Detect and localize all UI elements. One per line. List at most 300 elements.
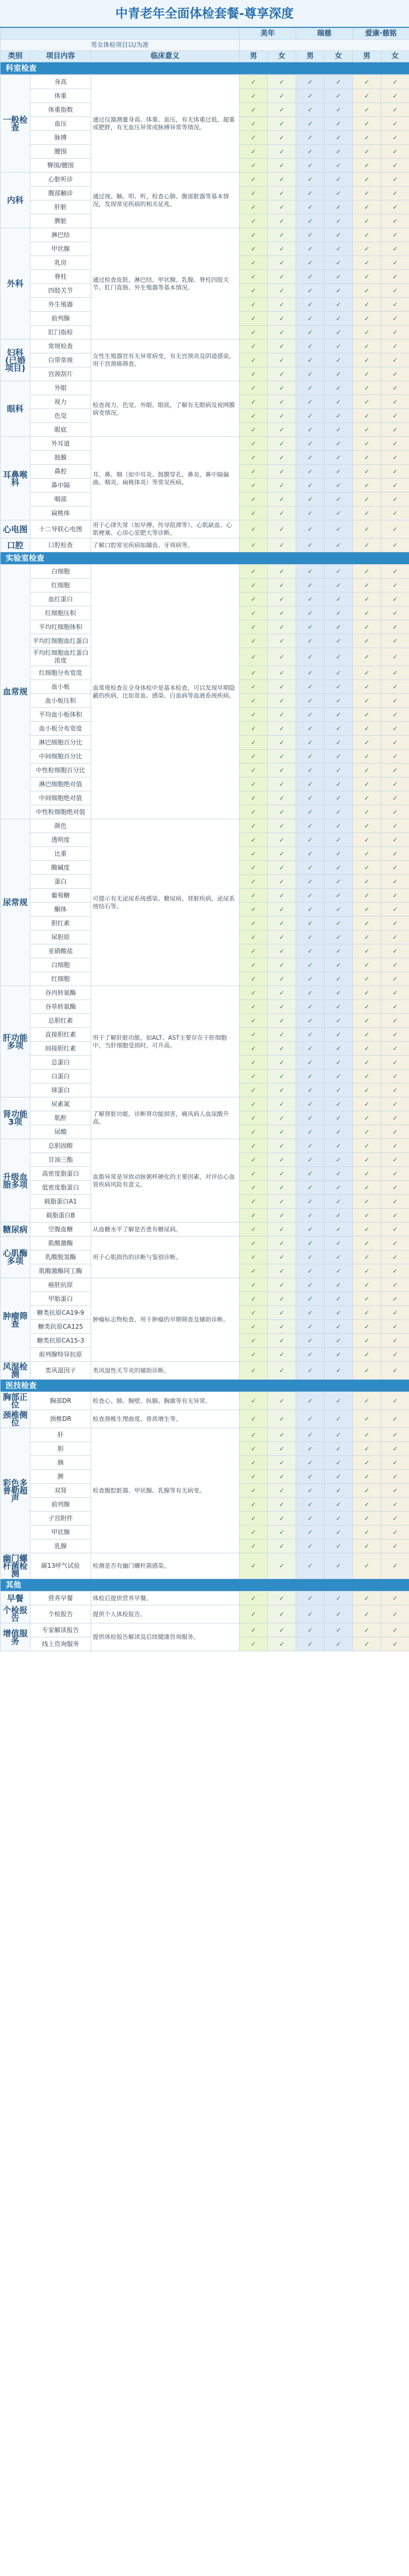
check-cell: ✓ — [240, 242, 268, 256]
check-cell: ✓ — [353, 506, 381, 520]
check-cell: ✓ — [325, 1223, 353, 1236]
check-cell: ✓ — [353, 708, 381, 722]
check-cell: ✓ — [325, 145, 353, 159]
check-cell: ✓ — [268, 889, 296, 903]
check-cell: ✓ — [296, 972, 325, 986]
check-cell: ✓ — [381, 777, 409, 791]
check-cell: ✓ — [240, 312, 268, 326]
item-cell: 个检报告 — [30, 1605, 91, 1623]
check-cell: ✓ — [353, 353, 381, 367]
check-cell: ✓ — [268, 1250, 296, 1264]
check-cell: ✓ — [296, 889, 325, 903]
check-cell: ✓ — [353, 805, 381, 819]
item-cell: 鼓膜 — [30, 451, 91, 465]
item-cell: 淋巴结 — [30, 228, 91, 242]
item-cell: 乳房 — [30, 256, 91, 270]
category-cell: 个检报告 — [1, 1605, 30, 1623]
check-cell: ✓ — [325, 680, 353, 694]
check-cell: ✓ — [381, 791, 409, 805]
table-row — [1, 565, 409, 579]
item-cell: 十二导联心电图 — [30, 520, 91, 538]
check-cell: ✓ — [268, 1392, 296, 1410]
check-cell: ✓ — [381, 451, 409, 465]
check-cell: ✓ — [353, 75, 381, 89]
check-cell: ✓ — [353, 173, 381, 187]
meaning-cell: 了解口腔常见疾病如龋齿、牙周病等。 — [91, 538, 240, 552]
check-cell: ✓ — [325, 1306, 353, 1320]
check-cell: ✓ — [296, 1526, 325, 1539]
check-cell: ✓ — [325, 1498, 353, 1512]
check-cell: ✓ — [268, 1236, 296, 1250]
check-cell: ✓ — [240, 764, 268, 777]
check-cell: ✓ — [353, 284, 381, 298]
check-cell: ✓ — [240, 1334, 268, 1348]
check-cell: ✓ — [268, 805, 296, 819]
check-cell: ✓ — [353, 1181, 381, 1195]
check-cell: ✓ — [325, 256, 353, 270]
meaning-cell: 检查心、肺、胸壁、纵膈、胸廓等有无异常。 — [91, 1392, 240, 1410]
item-cell: 腰围 — [30, 145, 91, 159]
item-cell: 外生殖器 — [30, 298, 91, 312]
check-cell: ✓ — [325, 326, 353, 340]
check-cell: ✓ — [296, 986, 325, 1000]
check-cell: ✓ — [353, 1167, 381, 1181]
check-cell: ✓ — [325, 1605, 353, 1623]
meaning-cell: 检测是否有幽门螺杆菌感染。 — [91, 1553, 240, 1579]
check-cell: ✓ — [353, 1526, 381, 1539]
check-cell: ✓ — [381, 1042, 409, 1056]
check-cell: ✓ — [353, 1623, 381, 1637]
category-cell: 糖尿病 — [1, 1223, 30, 1236]
check-cell: ✓ — [240, 1278, 268, 1292]
table-row — [1, 75, 409, 89]
check-cell: ✓ — [296, 1362, 325, 1380]
check-cell: ✓ — [296, 367, 325, 381]
check-cell: ✓ — [325, 381, 353, 395]
check-cell: ✓ — [381, 1264, 409, 1278]
check-cell: ✓ — [240, 270, 268, 284]
item-cell: 脊柱 — [30, 270, 91, 284]
check-cell: ✓ — [296, 1125, 325, 1139]
check-cell: ✓ — [240, 579, 268, 592]
item-cell: 中间细胞绝对值 — [30, 791, 91, 805]
meaning-cell: 肿瘤标志物检查，用于肿瘤的早期筛查及辅助诊断。 — [91, 1278, 240, 1362]
check-cell: ✓ — [325, 214, 353, 228]
check-cell: ✓ — [240, 228, 268, 242]
check-cell: ✓ — [240, 1498, 268, 1512]
check-cell: ✓ — [381, 1153, 409, 1167]
table-row — [1, 1623, 409, 1637]
check-cell: ✓ — [325, 103, 353, 117]
check-cell: ✓ — [381, 1000, 409, 1014]
check-cell: ✓ — [240, 1392, 268, 1410]
item-cell: 体重 — [30, 89, 91, 103]
item-cell: 肌酸激酶同工酶 — [30, 1264, 91, 1278]
group-meinian: 美年 — [240, 28, 296, 40]
check-cell: ✓ — [325, 465, 353, 479]
check-cell: ✓ — [240, 1623, 268, 1637]
check-cell: ✓ — [296, 1139, 325, 1153]
check-cell: ✓ — [240, 833, 268, 847]
check-cell: ✓ — [353, 833, 381, 847]
check-cell: ✓ — [296, 861, 325, 875]
check-cell: ✓ — [353, 1591, 381, 1605]
check-cell: ✓ — [268, 1498, 296, 1512]
check-cell: ✓ — [268, 493, 296, 506]
item-cell: 前列腺特异抗原 — [30, 1348, 91, 1362]
check-cell: ✓ — [381, 423, 409, 437]
check-cell: ✓ — [268, 666, 296, 680]
check-cell: ✓ — [381, 1392, 409, 1410]
check-cell: ✓ — [325, 1428, 353, 1442]
col-category: 类别 — [1, 51, 30, 62]
check-cell: ✓ — [240, 103, 268, 117]
check-cell: ✓ — [240, 479, 268, 493]
check-cell: ✓ — [268, 986, 296, 1000]
check-cell: ✓ — [381, 805, 409, 819]
item-cell: 血压 — [30, 117, 91, 131]
check-cell: ✓ — [325, 889, 353, 903]
check-cell: ✓ — [381, 722, 409, 736]
check-cell: ✓ — [353, 145, 381, 159]
item-cell: 扁桃体 — [30, 506, 91, 520]
item-cell: 脾脏 — [30, 214, 91, 228]
check-cell: ✓ — [325, 353, 353, 367]
check-cell: ✓ — [353, 1264, 381, 1278]
check-cell: ✓ — [381, 1125, 409, 1139]
check-cell: ✓ — [325, 1539, 353, 1553]
check-cell: ✓ — [381, 666, 409, 680]
check-cell: ✓ — [353, 1042, 381, 1056]
check-cell: ✓ — [240, 1264, 268, 1278]
check-cell: ✓ — [325, 791, 353, 805]
check-cell: ✓ — [240, 1348, 268, 1362]
check-cell: ✓ — [381, 298, 409, 312]
check-cell: ✓ — [268, 847, 296, 861]
item-cell: 心脏听诊 — [30, 173, 91, 187]
page-title: 中青老年全面体检套餐-尊享深度 — [0, 0, 409, 28]
item-cell: 淋巴细胞百分比 — [30, 736, 91, 750]
check-cell: ✓ — [268, 903, 296, 917]
meaning-cell: 通过检查皮肤、淋巴结、甲状腺、乳腺、脊柱四肢关节、肛门直肠、外生殖器等基本情况。 — [91, 228, 240, 340]
check-cell: ✓ — [381, 1637, 409, 1651]
check-cell: ✓ — [353, 1153, 381, 1167]
check-cell: ✓ — [296, 736, 325, 750]
item-cell: 血红蛋白 — [30, 592, 91, 606]
check-cell: ✓ — [268, 972, 296, 986]
item-cell: 比重 — [30, 847, 91, 861]
check-cell: ✓ — [268, 708, 296, 722]
item-cell: 肌酸激酶 — [30, 1236, 91, 1250]
check-cell: ✓ — [381, 694, 409, 708]
check-cell: ✓ — [325, 493, 353, 506]
check-cell: ✓ — [353, 764, 381, 777]
col-male: 男 — [240, 51, 268, 62]
check-cell: ✓ — [240, 736, 268, 750]
check-cell: ✓ — [381, 680, 409, 694]
check-cell: ✓ — [240, 1236, 268, 1250]
table-row — [1, 228, 409, 242]
check-cell: ✓ — [268, 1209, 296, 1223]
item-cell: 酮体 — [30, 903, 91, 917]
check-cell: ✓ — [240, 145, 268, 159]
item-cell: 类风湿因子 — [30, 1362, 91, 1380]
col-meaning: 临床意义 — [91, 51, 240, 62]
check-cell: ✓ — [240, 340, 268, 353]
check-cell: ✓ — [296, 214, 325, 228]
check-cell: ✓ — [268, 340, 296, 353]
check-cell: ✓ — [381, 1083, 409, 1097]
check-cell: ✓ — [268, 606, 296, 620]
check-cell: ✓ — [325, 1591, 353, 1605]
check-cell: ✓ — [325, 805, 353, 819]
check-cell: ✓ — [353, 861, 381, 875]
check-cell: ✓ — [268, 1167, 296, 1181]
check-cell: ✓ — [353, 298, 381, 312]
check-cell: ✓ — [240, 520, 268, 538]
check-cell: ✓ — [240, 680, 268, 694]
check-cell: ✓ — [381, 340, 409, 353]
check-cell: ✓ — [240, 1362, 268, 1380]
item-cell: 载脂蛋白B — [30, 1209, 91, 1223]
check-cell: ✓ — [353, 1028, 381, 1042]
item-cell: 癌胚抗原 — [30, 1278, 91, 1292]
check-cell: ✓ — [296, 479, 325, 493]
table-row — [1, 1236, 409, 1250]
category-cell: 耳鼻喉科 — [1, 437, 30, 520]
check-cell: ✓ — [240, 565, 268, 579]
meaning-cell: 女性生殖器官有无异常病变，有无宫颈炎及阴道感染，用于宫颈癌筛查。 — [91, 340, 240, 381]
check-cell: ✓ — [296, 708, 325, 722]
check-cell: ✓ — [268, 395, 296, 409]
section-tech: 医技检查 — [1, 1380, 409, 1392]
check-cell: ✓ — [353, 592, 381, 606]
check-cell: ✓ — [296, 1484, 325, 1498]
check-cell: ✓ — [296, 103, 325, 117]
check-cell: ✓ — [353, 1498, 381, 1512]
check-cell: ✓ — [353, 680, 381, 694]
check-cell: ✓ — [381, 1526, 409, 1539]
check-cell: ✓ — [240, 1070, 268, 1083]
meaning-cell: 从血糖水平了解是否患有糖尿病。 — [91, 1223, 240, 1236]
check-cell: ✓ — [325, 1014, 353, 1028]
check-cell: ✓ — [325, 1348, 353, 1362]
check-cell: ✓ — [268, 131, 296, 145]
check-cell: ✓ — [353, 1470, 381, 1484]
check-cell: ✓ — [325, 1000, 353, 1014]
check-cell: ✓ — [240, 298, 268, 312]
check-cell: ✓ — [268, 200, 296, 214]
item-cell: 乳腺 — [30, 1539, 91, 1553]
check-cell: ✓ — [240, 89, 268, 103]
check-cell: ✓ — [268, 1125, 296, 1139]
table-row — [1, 340, 409, 353]
check-cell: ✓ — [240, 1306, 268, 1320]
check-cell: ✓ — [296, 750, 325, 764]
check-cell: ✓ — [240, 930, 268, 944]
check-cell: ✓ — [268, 1306, 296, 1320]
item-cell: 臀围/腰围 — [30, 159, 91, 173]
check-cell: ✓ — [296, 875, 325, 889]
check-cell: ✓ — [381, 493, 409, 506]
check-cell: ✓ — [296, 1153, 325, 1167]
body-table — [0, 75, 409, 1651]
check-cell: ✓ — [240, 1456, 268, 1470]
check-cell: ✓ — [353, 1195, 381, 1209]
check-cell: ✓ — [240, 1028, 268, 1042]
check-cell: ✓ — [296, 764, 325, 777]
check-cell: ✓ — [381, 381, 409, 395]
item-cell: 外耳道 — [30, 437, 91, 451]
check-cell: ✓ — [296, 1410, 325, 1428]
check-cell: ✓ — [268, 648, 296, 666]
check-cell: ✓ — [240, 214, 268, 228]
check-cell: ✓ — [325, 200, 353, 214]
check-cell: ✓ — [381, 986, 409, 1000]
check-cell: ✓ — [381, 1097, 409, 1111]
check-cell: ✓ — [296, 606, 325, 620]
check-cell: ✓ — [353, 159, 381, 173]
check-cell: ✓ — [353, 1223, 381, 1236]
check-cell: ✓ — [296, 930, 325, 944]
check-cell: ✓ — [353, 1250, 381, 1264]
check-cell: ✓ — [325, 451, 353, 465]
item-cell: 鼻中隔 — [30, 479, 91, 493]
group-aikang: 爱康·慈铭 — [353, 28, 409, 40]
check-cell: ✓ — [381, 1428, 409, 1442]
meaning-cell: 通过视、触、叩、听，检查心肺、腹部脏器等基本情况，发现常见疾病的相关征兆。 — [91, 173, 240, 228]
category-cell: 风湿检测 — [1, 1362, 30, 1380]
check-cell: ✓ — [296, 1209, 325, 1223]
item-cell: 子宫附件 — [30, 1512, 91, 1526]
check-cell: ✓ — [381, 648, 409, 666]
check-cell: ✓ — [268, 1553, 296, 1579]
check-cell: ✓ — [325, 708, 353, 722]
item-cell: 线上咨询服务 — [30, 1637, 91, 1651]
check-cell: ✓ — [325, 819, 353, 833]
check-cell: ✓ — [381, 819, 409, 833]
check-cell: ✓ — [240, 1083, 268, 1097]
check-cell: ✓ — [353, 1236, 381, 1250]
check-cell: ✓ — [381, 538, 409, 552]
check-cell: ✓ — [268, 1278, 296, 1292]
check-cell: ✓ — [296, 353, 325, 367]
check-cell: ✓ — [353, 986, 381, 1000]
check-cell: ✓ — [240, 200, 268, 214]
check-cell: ✓ — [296, 648, 325, 666]
check-cell: ✓ — [268, 565, 296, 579]
check-cell: ✓ — [240, 875, 268, 889]
check-cell: ✓ — [325, 1111, 353, 1125]
item-cell: 总胆红素 — [30, 1014, 91, 1028]
item-cell: 高密度脂蛋白 — [30, 1167, 91, 1181]
check-cell: ✓ — [381, 903, 409, 917]
item-cell: 平均红细胞血红蛋白浓度 — [30, 648, 91, 666]
check-cell: ✓ — [268, 736, 296, 750]
check-cell: ✓ — [240, 173, 268, 187]
check-cell: ✓ — [240, 1470, 268, 1484]
check-cell: ✓ — [240, 75, 268, 89]
check-cell: ✓ — [296, 326, 325, 340]
check-cell: ✓ — [240, 423, 268, 437]
check-cell: ✓ — [381, 326, 409, 340]
check-cell: ✓ — [381, 1442, 409, 1456]
check-cell: ✓ — [296, 465, 325, 479]
check-cell: ✓ — [268, 353, 296, 367]
check-cell: ✓ — [296, 805, 325, 819]
item-cell: 糖类抗原CA19-9 — [30, 1306, 91, 1320]
item-cell: 蛋白 — [30, 875, 91, 889]
check-cell: ✓ — [296, 1250, 325, 1264]
check-cell: ✓ — [240, 465, 268, 479]
check-cell: ✓ — [353, 620, 381, 634]
item-cell: 营养早餐 — [30, 1591, 91, 1605]
item-cell: 酸碱度 — [30, 861, 91, 875]
check-cell: ✓ — [353, 917, 381, 930]
check-cell: ✓ — [296, 1320, 325, 1334]
check-cell: ✓ — [240, 777, 268, 791]
check-cell: ✓ — [381, 634, 409, 648]
check-cell: ✓ — [296, 1470, 325, 1484]
check-cell: ✓ — [353, 214, 381, 228]
check-cell: ✓ — [325, 1097, 353, 1111]
check-cell: ✓ — [353, 1484, 381, 1498]
check-cell: ✓ — [296, 75, 325, 89]
check-cell: ✓ — [381, 736, 409, 750]
check-cell: ✓ — [381, 1484, 409, 1498]
check-cell: ✓ — [268, 1348, 296, 1362]
category-cell: 内科 — [1, 173, 30, 228]
check-cell: ✓ — [381, 1028, 409, 1042]
check-cell: ✓ — [296, 1042, 325, 1056]
check-cell: ✓ — [353, 1605, 381, 1623]
check-cell: ✓ — [268, 634, 296, 648]
check-cell: ✓ — [240, 1526, 268, 1539]
check-cell: ✓ — [296, 395, 325, 409]
check-cell: ✓ — [353, 791, 381, 805]
check-cell: ✓ — [353, 958, 381, 972]
check-cell: ✓ — [381, 833, 409, 847]
check-cell: ✓ — [325, 1250, 353, 1264]
item-cell: 中性粒细胞绝对值 — [30, 805, 91, 819]
item-cell: 白蛋白 — [30, 1070, 91, 1083]
check-cell: ✓ — [240, 1097, 268, 1111]
check-cell: ✓ — [240, 889, 268, 903]
check-cell: ✓ — [381, 708, 409, 722]
check-cell: ✓ — [240, 187, 268, 200]
check-cell: ✓ — [268, 819, 296, 833]
check-cell: ✓ — [325, 506, 353, 520]
check-cell: ✓ — [296, 312, 325, 326]
check-cell: ✓ — [268, 1410, 296, 1428]
check-cell: ✓ — [325, 1236, 353, 1250]
item-cell: 脉搏 — [30, 131, 91, 145]
meaning-cell: 了解肾脏功能，诊断肾功能损害，痛风病人血尿酸升高。 — [91, 1097, 240, 1139]
check-cell: ✓ — [296, 284, 325, 298]
check-cell: ✓ — [325, 764, 353, 777]
check-cell: ✓ — [240, 592, 268, 606]
item-cell: 红细胞分布宽度 — [30, 666, 91, 680]
check-cell: ✓ — [296, 117, 325, 131]
check-cell: ✓ — [296, 1070, 325, 1083]
check-cell: ✓ — [296, 634, 325, 648]
item-cell: 亚硝酸盐 — [30, 944, 91, 958]
check-cell: ✓ — [381, 103, 409, 117]
check-cell: ✓ — [296, 917, 325, 930]
check-cell: ✓ — [268, 791, 296, 805]
item-cell: 鼻腔 — [30, 465, 91, 479]
check-cell: ✓ — [296, 1442, 325, 1456]
